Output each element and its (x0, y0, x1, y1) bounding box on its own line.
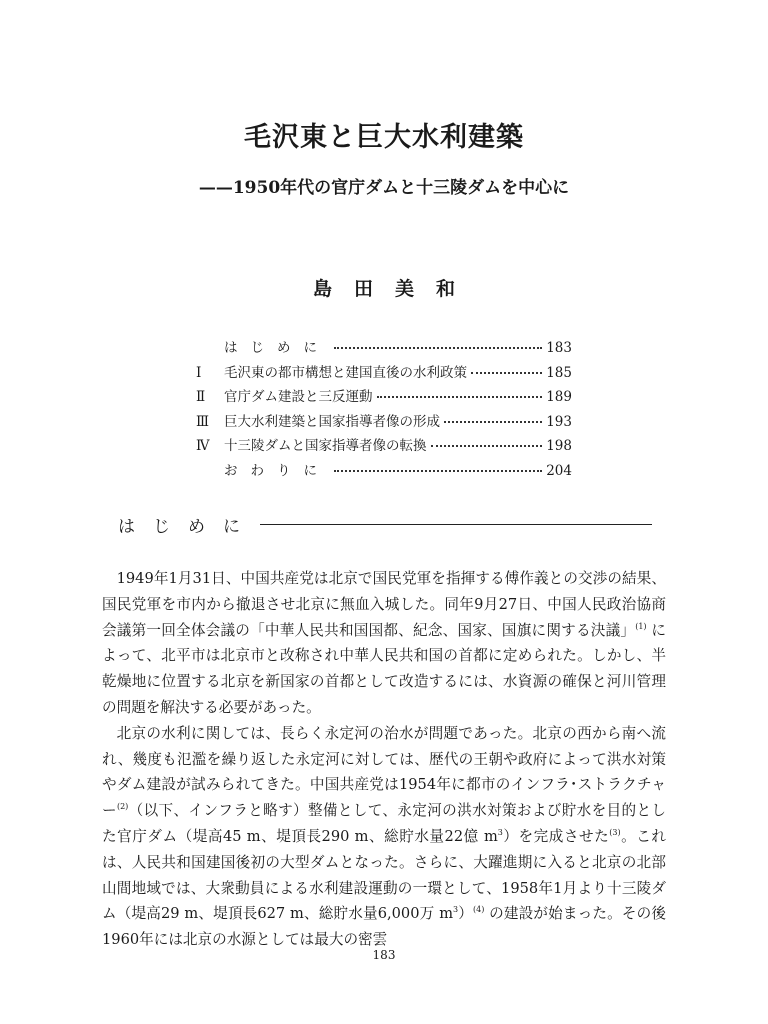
toc-entry[interactable] (196, 361, 572, 386)
body-text (102, 566, 666, 953)
unit-exponent: 3 (497, 828, 503, 838)
toc-entry-page: 183 (546, 340, 572, 356)
paragraph-text: の建設が始まった。その後1960年には北京の水源としては最大の密雲 (102, 905, 666, 949)
unit-exponent: 3 (453, 905, 459, 915)
toc-entry-number: Ⅱ (196, 389, 206, 405)
toc-entry-page: 189 (546, 389, 572, 405)
toc-entry[interactable] (196, 434, 572, 459)
toc-entry-number: Ⅲ (196, 413, 210, 430)
page-number: 183 (372, 948, 396, 962)
toc-leader-dots (334, 461, 542, 471)
footnote-ref[interactable]: (2) (116, 802, 129, 812)
toc-entry-page: 185 (546, 364, 572, 381)
paragraph-text: 。これは、人民共和国建国後初の大型ダムとなった。さらに、大躍進期に入ると北京の北部山間地域では、大衆動員による水利建設運動の一環として、1958年1月より十三陵ダム（堤高29 m、堤頂長627 m、総貯水量6,000万 m (102, 827, 666, 923)
toc-entry-label: おわりに (224, 462, 330, 479)
toc-entry-label: はじめに (224, 340, 330, 356)
toc-entry-label: 巨大水利建築と国家指導者像の形成 (224, 413, 440, 430)
article-subtitle: ——1950年代の官庁ダムと十三陵ダムを中心に (198, 178, 570, 198)
toc-entry-label: 官庁ダム建設と三反運動 (224, 389, 373, 405)
paragraph-text: 1949年1月31日、中国共産党は北京で国民党軍を指揮する傅作義との交渉の結果、国民党軍を市内から撤退させ北京に無血入城した。同年9月27日、中国人民政治協商会議第一回全体会議の「中華人民共和国国都、紀念、国家、国旗に関する決議」 (102, 570, 666, 639)
toc-entry-label: 十三陵ダムと国家指導者像の転換 (224, 438, 427, 454)
toc-entry-number: Ⅰ (196, 364, 202, 381)
footnote-ref[interactable]: (3) (609, 828, 621, 838)
toc-entry-label: 毛沢東の都市構想と建国直後の水利政策 (224, 364, 467, 381)
author-name: 島田美和 (312, 278, 477, 300)
toc-entry-number: Ⅳ (196, 438, 210, 454)
paragraph-text: ）を完成させた (502, 827, 610, 845)
section-heading-rule (260, 524, 652, 525)
toc-entry-page: 198 (546, 438, 572, 454)
paragraph-2 (102, 721, 666, 953)
toc-leader-dots (471, 363, 542, 373)
toc-entry[interactable] (196, 385, 572, 410)
paragraph-text: によって、北平市は北京市と改称され中華人民共和国の首都に定められた。しかし、半乾燥地に位置する北京を新国家の首都として改造するには、水資源の確保と河川管理の問題を解決する必要があった。 (102, 621, 666, 716)
paragraph-text: ） (458, 905, 474, 923)
toc-leader-dots (444, 412, 542, 422)
paragraph-text: 北京の水利に関しては、長らく永定河の治水が問題であった。北京の西から南へ流れ、幾度も氾濫を繰り返した永定河に対しては、歴代の王朝や政府によって洪水対策やダム建設が試みられてきた。中国共産党は1954年に都市のインフラ･ストラクチャー (102, 724, 666, 820)
toc-entry-page: 193 (546, 413, 572, 430)
paragraph-1 (102, 566, 666, 721)
toc-entry[interactable] (196, 410, 572, 435)
toc-entry[interactable] (196, 459, 572, 484)
toc-leader-dots (334, 339, 542, 349)
table-of-contents (196, 336, 572, 483)
footnote-ref[interactable]: (4) (473, 905, 485, 915)
toc-entry[interactable] (196, 336, 572, 361)
toc-entry-page: 204 (546, 462, 572, 479)
footnote-ref[interactable]: (1) (635, 621, 647, 631)
section-heading (118, 512, 652, 537)
article-title: 毛沢東と巨大水利建築 (244, 122, 524, 153)
section-heading-label: はじめに (118, 517, 258, 537)
toc-leader-dots (377, 388, 543, 398)
paragraph-text: （以下、インフラと略す）整備として、永定河の洪水対策および貯水を目的とした官庁ダム（堤高45 m、堤頂長290 m、総貯水量22億 m (102, 802, 666, 845)
toc-leader-dots (431, 437, 543, 447)
